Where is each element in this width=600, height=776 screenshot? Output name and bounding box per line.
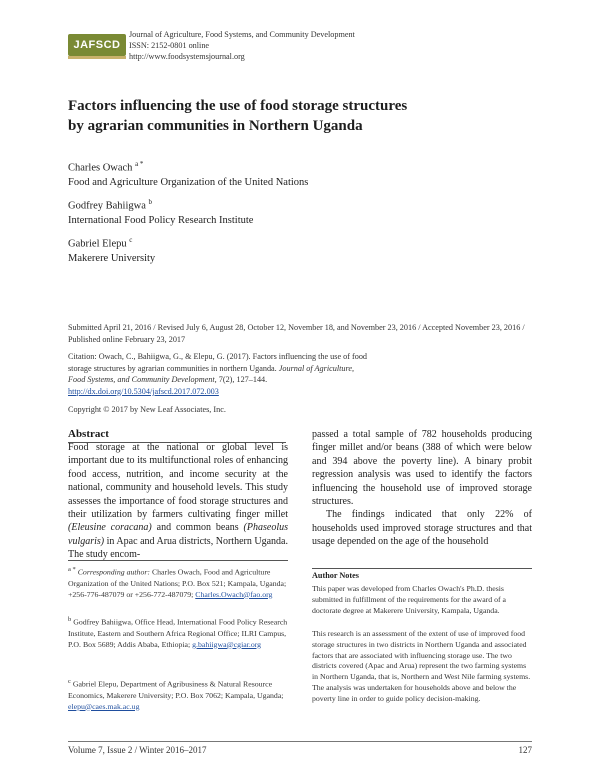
author-notes-rule <box>312 568 532 569</box>
abstract-column-1 <box>68 441 288 562</box>
footnote-text: Godfrey Bahiigwa, Office Head, International Food Policy Research Institute, Eastern and Southern Africa Regional Office; ILRI Campus, P.O. Box 5689; Addis Ababa, Ethiopia; <box>68 617 288 649</box>
author-sup: b <box>148 198 152 206</box>
author-name: Charles Owach <box>68 162 133 174</box>
title-line-2: by agrarian communities in Northern Uganda <box>68 118 363 134</box>
author-3 <box>68 233 155 266</box>
journal-issn: ISSN: 2152-0801 online <box>129 41 210 50</box>
footnote-sup: b <box>68 616 72 623</box>
abstract-species-2: (Phaseolus vulgaris) <box>68 522 288 547</box>
author-name: Gabriel Elepu <box>68 238 127 250</box>
submission-history: Submitted April 21, 2016 / Revised July 6, August 28, October 12, November 18, and November 23, 2016 / Accepted November 23, 2016 / Published online February 23, 2017 <box>68 323 525 344</box>
author-name: Godfrey Bahiigwa <box>68 200 146 212</box>
abstract-paragraph: passed a total sample of 782 households producing finger millet and/or beans (388 of which were below and 394 above the poverty line). A binary probit regression analysis was used to identify the factors influencing the household use of improved storage structures. <box>312 429 532 508</box>
journal-url[interactable]: http://www.foodsystemsjournal.org <box>129 52 245 61</box>
journal-name: Journal of Agriculture, Food Systems, and Community Development <box>129 30 355 39</box>
copyright: Copyright © 2017 by New Leaf Associates, Inc. <box>68 405 226 414</box>
citation <box>68 351 368 397</box>
footnote-email-link[interactable]: Charles.Owach@fao.org <box>195 589 273 599</box>
abstract-text: in Apac and Arua districts, Northern Uganda. The study encom- <box>68 535 288 561</box>
footnote-label: Corresponding author: <box>77 567 150 577</box>
citation-text: Citation: Owach, C., Bahiigwa, G., & Elepu, G. (2017). Factors influencing the use of food storage structures by agrarian communities in northern Uganda. <box>68 352 368 373</box>
author-affiliation: Makerere University <box>68 252 156 264</box>
footnote-sup: a * <box>68 566 76 573</box>
author-notes-paragraph-2: This research is an assessment of the extent of use of improved food storage structures in two districts in Northern Uganda and associated factors that are associated with influencing storage use. The two districts covered (Apac and Arua) represent the two farming systems in Northern Uganda, that is, Northern and West Nile farming systems. The analysis was undertaken for households above and below the poverty line in order to guide policy decision-making. <box>312 629 531 703</box>
citation-doi-link[interactable]: http://dx.doi.org/10.5304/jafscd.2017.072.003 <box>68 386 219 396</box>
author-notes-paragraph-1: This paper was developed from Charles Owach's Ph.D. thesis submitted in fulfillment of the requirements for the award of a doctorate degree at Makerere University, Kampala, Uganda. <box>312 584 506 615</box>
footnote-text: Charles Owach, Food and Agriculture Organization of the United Nations; P.O. Box 521; Kampala, Uganda; +256-776-487079 or +256-772-487079; <box>68 567 287 599</box>
title-line-1: Factors influencing the use of food storage structures <box>68 98 408 114</box>
footnote-rule <box>68 560 288 561</box>
footnote-text: Gabriel Elepu, Department of Agribusiness & Natural Resource Economics, Makerere University; P.O. Box 7062; Kampala, Uganda; <box>68 679 284 700</box>
abstract-column-2 <box>312 428 532 549</box>
footnote-email-link[interactable]: g.bahiigwa@cgiar.org <box>192 639 262 649</box>
citation-journal: Journal of Agriculture, Food Systems, and Community Development, <box>68 363 355 384</box>
abstract-species-1: (Eleusine coracana) <box>68 522 152 534</box>
footnote-c <box>68 676 288 712</box>
footnote-b <box>68 614 288 650</box>
author-sup: c <box>129 236 133 244</box>
author-sup: a * <box>135 160 144 168</box>
page-number: 127 <box>518 745 532 755</box>
author-affiliation: Food and Agriculture Organization of the United Nations <box>68 176 309 188</box>
author-1 <box>68 157 308 190</box>
logo-accent-bar <box>68 56 126 59</box>
citation-volume: 7(2), 127–144. <box>216 375 268 384</box>
abstract-paragraph: The findings indicated that only 22% of households used improved storage structures and that usage depended on the age of the household <box>312 509 532 548</box>
paper-title <box>68 96 538 136</box>
author-affiliation: International Food Policy Research Institute <box>68 214 254 226</box>
abstract-text: and common beans <box>151 522 244 534</box>
footnote-a <box>68 564 288 600</box>
abstract-text: Food storage at the national or global level is important due to its multifunctional roles of enhancing food access, nutrition, and income security at the national, community and household levels. This study assesses the importance of food storage structures and their utilization by farmers cultivating finger millet <box>68 442 288 521</box>
footer-rule <box>68 741 532 742</box>
author-2 <box>68 195 253 228</box>
footer-volume: Volume 7, Issue 2 / Winter 2016–2017 <box>68 745 207 755</box>
abstract-heading: Abstract <box>68 428 109 440</box>
author-notes-heading: Author Notes <box>312 571 359 580</box>
journal-info <box>129 29 355 62</box>
footnote-email-link[interactable]: elepu@caes.mak.ac.ug <box>68 701 140 711</box>
journal-logo: JAFSCD <box>68 34 126 56</box>
footnote-sup: c <box>68 678 71 685</box>
